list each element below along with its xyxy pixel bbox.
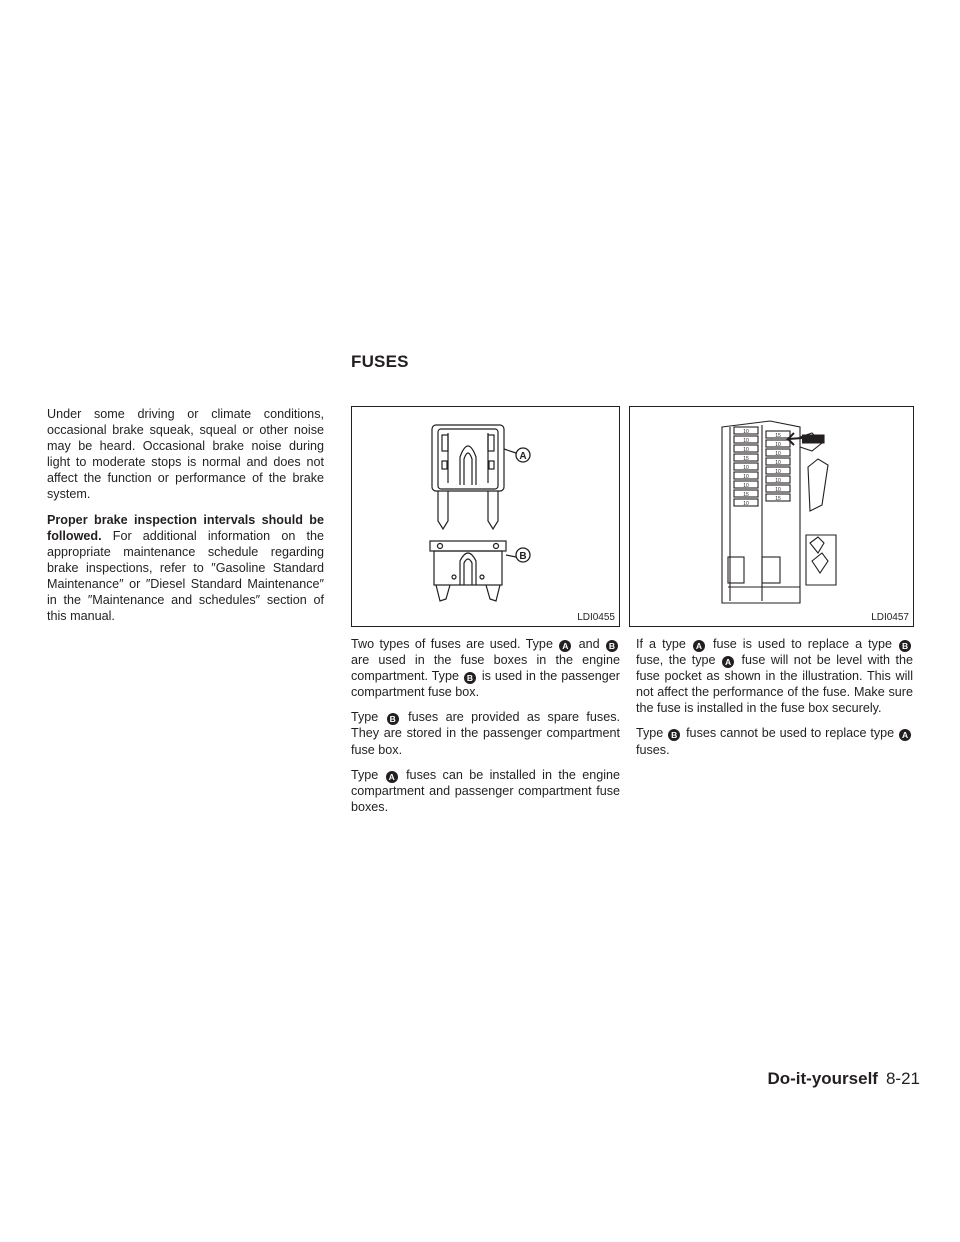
inspection-body: For additional information on the appropriate maintenance schedule regarding brake inspections, refer to ″Gasoline Standard Maintenance″ or ″Diesel Standard Maintenance″ in the ″Maintenance and schedules″ section of this manual. bbox=[47, 528, 325, 624]
fuse-rating-label: 15 bbox=[743, 456, 749, 462]
brake-noise-paragraph: Under some driving or climate conditions, occasional brake squeak, squeal or other noise may be heard. Occasional brake noise during light to moderate stops is normal and does not affect the function or performance of the brake system. bbox=[47, 407, 324, 502]
fuse-box-drawing bbox=[722, 421, 822, 603]
text-run: fuses. bbox=[636, 742, 670, 757]
figure-code: LDI0455 bbox=[577, 612, 615, 623]
right-text-column bbox=[636, 636, 913, 767]
label-a: A bbox=[519, 451, 527, 462]
figure-code: LDI0457 bbox=[871, 612, 909, 623]
marker-b-icon: B bbox=[464, 672, 476, 684]
fuse-holder-drawing bbox=[806, 459, 836, 585]
text-run: fuse is used to replace a type bbox=[712, 637, 892, 651]
fuse-rating-label: 10 bbox=[743, 501, 749, 507]
marker-b-icon: B bbox=[387, 713, 399, 725]
text-run: Type bbox=[351, 710, 379, 725]
marker-b-icon: B bbox=[668, 729, 680, 741]
fuse-types-paragraph bbox=[351, 636, 620, 700]
text-run: fuses cannot be used to replace type bbox=[686, 726, 895, 741]
fuse-rating-label: 10 bbox=[743, 465, 749, 471]
text-run: and bbox=[578, 637, 600, 651]
fuse-rating-label: 10 bbox=[743, 438, 749, 444]
fuse-types-figure bbox=[351, 406, 620, 627]
page-footer bbox=[767, 1069, 920, 1089]
fuse-rating-label: 15 bbox=[775, 496, 781, 502]
text-run: is used in the passenger compartment fuse box. bbox=[351, 669, 621, 700]
replacement-paragraph bbox=[636, 636, 913, 716]
fuse-box-figure bbox=[629, 406, 914, 627]
fuse-rating-label: 15 bbox=[775, 433, 781, 439]
marker-a-icon: A bbox=[722, 656, 734, 668]
fuse-rating-label: 10 bbox=[775, 460, 781, 466]
text-run: Type bbox=[351, 767, 379, 782]
fuse-rating-label: 10 bbox=[743, 483, 749, 489]
section-heading: FUSES bbox=[351, 352, 409, 371]
arrow-icon bbox=[788, 433, 824, 445]
fuse-rating-label: 10 bbox=[775, 442, 781, 448]
spare-fuses-paragraph bbox=[351, 709, 620, 757]
text-run: If a type bbox=[636, 637, 686, 651]
brake-inspection-paragraph bbox=[47, 512, 324, 625]
text-run: Two types of fuses are used. Type bbox=[351, 637, 553, 651]
fuse-rating-label: 10 bbox=[743, 429, 749, 435]
fuse-box-illustration bbox=[630, 407, 913, 626]
fuse-b-drawing bbox=[430, 541, 516, 601]
text-run: fuses are provided as spare fuses. They are stored in the passenger compartment fuse box. bbox=[351, 710, 621, 757]
marker-a-icon: A bbox=[559, 640, 571, 652]
text-run: Type bbox=[636, 726, 664, 741]
fuse-rating-label: 10 bbox=[775, 451, 781, 457]
text-run: fuses can be installed in the engine compartment and passenger compartment fuse boxes. bbox=[351, 767, 621, 814]
fuse-rating-label: 10 bbox=[775, 478, 781, 484]
middle-text-column bbox=[351, 636, 620, 824]
page-number: 8-21 bbox=[885, 1069, 920, 1088]
label-b: B bbox=[519, 551, 527, 562]
type-a-install-paragraph bbox=[351, 767, 620, 815]
inspection-lead-in: Proper brake inspection intervals should be followed. bbox=[47, 512, 324, 543]
left-text-column bbox=[47, 406, 324, 633]
text-run: are used in the fuse boxes in the engine compartment. Type bbox=[351, 653, 620, 684]
text-run: fuse will not be level with the fuse pocket as shown in the illustration. This will not affect the performance of the fuse. Make sure the fuse is installed in the fuse box securely. bbox=[636, 653, 914, 716]
type-b-restriction-paragraph bbox=[636, 725, 913, 757]
footer-section-title: Do-it-yourself bbox=[767, 1069, 878, 1088]
fuse-rating-label: 10 bbox=[743, 474, 749, 480]
marker-a-icon: A bbox=[693, 640, 705, 652]
fuse-rating-label: 10 bbox=[743, 447, 749, 453]
marker-b-icon: B bbox=[899, 640, 911, 652]
fuse-rating-label: 15 bbox=[743, 492, 749, 498]
fuse-rating-label: 10 bbox=[775, 469, 781, 475]
text-run: fuse, the type bbox=[636, 653, 716, 668]
marker-a-icon: A bbox=[899, 729, 911, 741]
fuse-a-drawing bbox=[432, 425, 516, 529]
fuse-rating-label: 10 bbox=[775, 487, 781, 493]
marker-a-icon: A bbox=[386, 771, 398, 783]
marker-b-icon: B bbox=[606, 640, 618, 652]
fuse-types-illustration bbox=[352, 407, 619, 626]
